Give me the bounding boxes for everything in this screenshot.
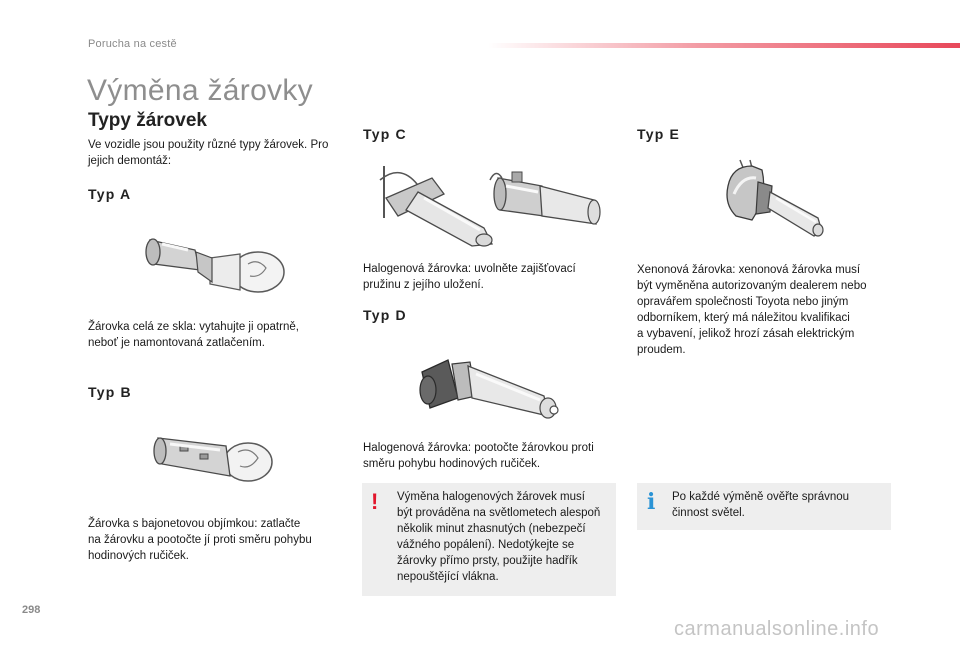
info-note-text	[672, 489, 887, 521]
warning-note-line: nepouštějící vlákna.	[397, 571, 499, 583]
type-c-bulbs-illustration	[372, 158, 612, 250]
info-icon: i	[647, 489, 656, 515]
type-b-heading: Typ B	[88, 384, 132, 400]
warning-note-line: několik minut zhasnutých (nebezpečí	[397, 523, 586, 535]
warning-note-line: být prováděna na světlometech alespoň	[397, 507, 601, 519]
type-d-description	[363, 440, 613, 472]
type-b-description	[88, 516, 358, 564]
type-e-description-line: být vyměněna autorizovaným dealerem nebo	[637, 280, 867, 292]
page-number: 298	[22, 604, 41, 616]
type-e-description-line: opravářem společnosti Toyota nebo jiným	[637, 296, 849, 308]
type-d-heading: Typ D	[363, 307, 407, 323]
intro-line: Ve vozidle jsou použity různé typy žárovek. Pro	[88, 139, 329, 151]
info-note-line: Po každé výměně ověřte správnou	[672, 491, 850, 503]
type-e-description	[637, 262, 897, 358]
warning-note-text	[397, 489, 612, 585]
warning-exclamation-icon: !	[371, 489, 379, 514]
type-b-bulb-illustration	[150, 428, 280, 488]
type-c-description-line: pružinu z jejího uložení.	[363, 279, 484, 291]
section-heading: Typy žárovek	[88, 110, 207, 131]
warning-note	[362, 483, 616, 596]
type-a-heading: Typ A	[88, 186, 132, 202]
type-e-description-line: Xenonová žárovka: xenonová žárovka musí	[637, 264, 861, 276]
watermark: carmanualsonline.info	[674, 618, 880, 640]
type-b-description-line: na žárovku a pootočte jí proti směru pohybu	[88, 534, 312, 546]
type-c-heading: Typ C	[363, 126, 407, 142]
page-title: Výměna žárovky	[87, 74, 313, 107]
type-e-description-line: odborníkem, který má náležitou kvalifikaci	[637, 312, 850, 324]
intro-text	[88, 137, 348, 169]
type-e-bulb-illustration	[722, 156, 832, 246]
type-c-description-line: Halogenová žárovka: uvolněte zajišťovací	[363, 263, 576, 275]
type-b-description-line: hodinových ručiček.	[88, 550, 189, 562]
type-a-bulb-illustration	[140, 222, 290, 302]
section-label: Porucha na cestě	[88, 38, 177, 50]
intro-line: jejich demontáž:	[88, 155, 172, 167]
type-a-description-line: Žárovka celá ze skla: vytahujte ji opatrně,	[88, 321, 299, 333]
type-d-bulb-illustration	[418, 346, 568, 426]
type-e-description-line: a vybavení, jelikož hrozí zásah elektrickým	[637, 328, 855, 340]
warning-note-line: žárovky přímo prsty, použijte hadřík	[397, 555, 578, 567]
type-a-description-line: neboť je namontovaná zatlačením.	[88, 337, 265, 349]
type-d-description-line: Halogenová žárovka: pootočte žárovkou proti	[363, 442, 594, 454]
type-d-description-line: směru pohybu hodinových ručiček.	[363, 458, 541, 470]
type-a-description	[88, 319, 348, 351]
type-e-description-line: proudem.	[637, 344, 686, 356]
header-accent-bar	[488, 43, 960, 48]
warning-note-line: vážného popálení). Nedotýkejte se	[397, 539, 575, 551]
type-c-description	[363, 261, 613, 293]
info-note-line: činnost světel.	[672, 507, 745, 519]
type-e-heading: Typ E	[637, 126, 681, 142]
type-b-description-line: Žárovka s bajonetovou objímkou: zatlačte	[88, 518, 301, 530]
info-note	[637, 483, 891, 530]
warning-note-line: Výměna halogenových žárovek musí	[397, 491, 585, 503]
